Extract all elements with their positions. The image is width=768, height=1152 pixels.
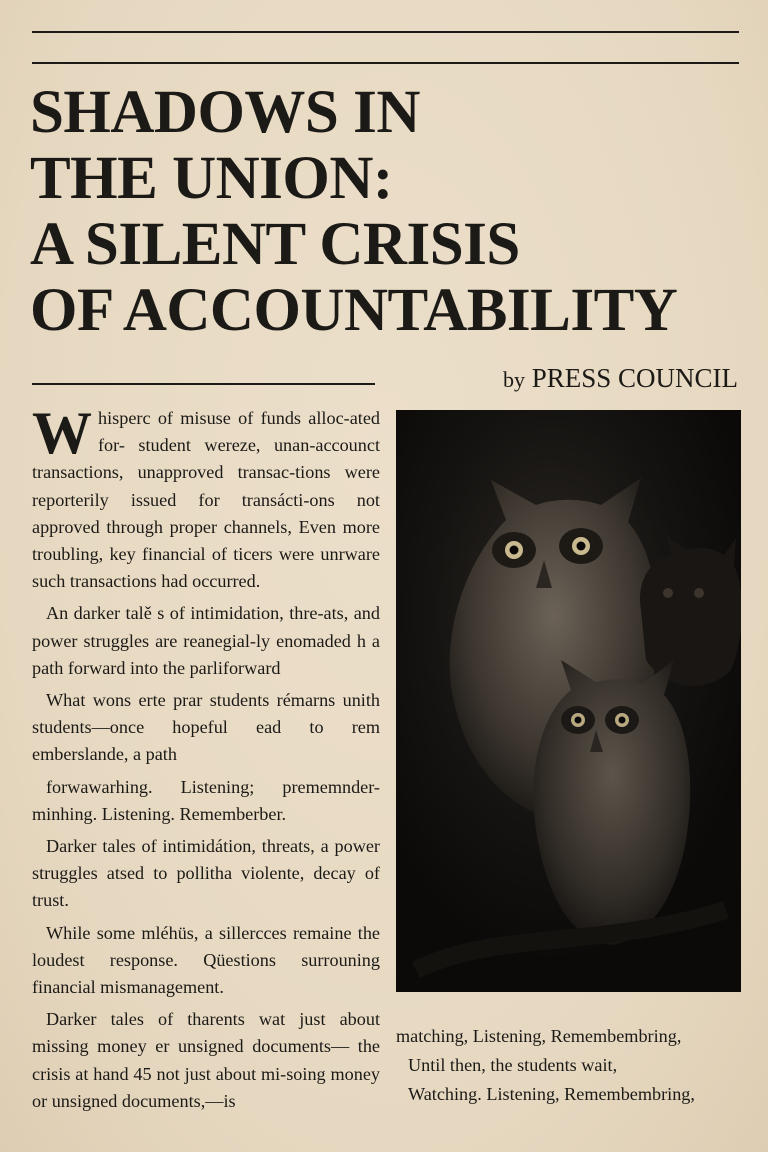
drop-cap: W — [32, 400, 92, 466]
article-paragraph: forwawarhing. Listening; prememnder-minhing. Listening. Rememberber. — [32, 776, 380, 824]
article-body-continued — [396, 1022, 741, 1109]
headline-line: SHADOWS IN — [30, 79, 420, 146]
article-line: matching, Listening, Remembembring, — [396, 1026, 682, 1046]
headline-line: OF ACCOUNTABILITY — [30, 277, 678, 344]
article-body — [32, 400, 380, 1120]
headline — [30, 80, 730, 344]
headline-line: A SILENT CRISIS — [30, 211, 520, 278]
owls-illustration — [396, 410, 741, 992]
article-paragraph: Darker tales of tharents wat just about missing money er unsigned documents— the crisis at hand 45 not just about mi-soing money or unsigned documents,—is — [32, 1009, 380, 1111]
paragraph-text: hisperc of misuse of funds alloc-ated for- student wereze, unan-accounct transactions, unapproved transac-tions were reporterily issued for transácti-ons not approved through proper channels, Even more troubling, key financial of ticers were unrware such transactions had occurred. — [32, 408, 380, 592]
owl-photograph — [396, 410, 741, 992]
top-rule-second — [32, 62, 739, 64]
article-line: Until then, the students wait, — [408, 1055, 618, 1075]
article-paragraph: An darker talě s of intimidation, thre-ats, and power struggles are reanegial-ly enomaded h a path forward into the parliforward — [32, 603, 380, 678]
article-line: Watching. Listening, Remembembring, — [408, 1084, 695, 1104]
article-paragraph: While some mléhüs, a sillercces remaine the loudest response. Qüestions surrouning financial mismanagement. — [32, 922, 380, 998]
top-rule — [32, 31, 739, 33]
byline-author: PRESS COUNCIL — [531, 363, 738, 393]
byline — [503, 362, 738, 396]
headline-line: THE UNION: — [30, 145, 393, 212]
byline-by: by — [502, 367, 525, 392]
byline-rule — [32, 383, 375, 385]
article-paragraph: Darker tales of intimidátion, threats, a power struggles atsed to pollitha violente, decay of trust. — [32, 836, 380, 911]
article-paragraph — [32, 400, 380, 595]
article-paragraph: What wons erte prar students rémarns unith students—once hopeful ead to rem emberslande, a path — [32, 690, 380, 765]
